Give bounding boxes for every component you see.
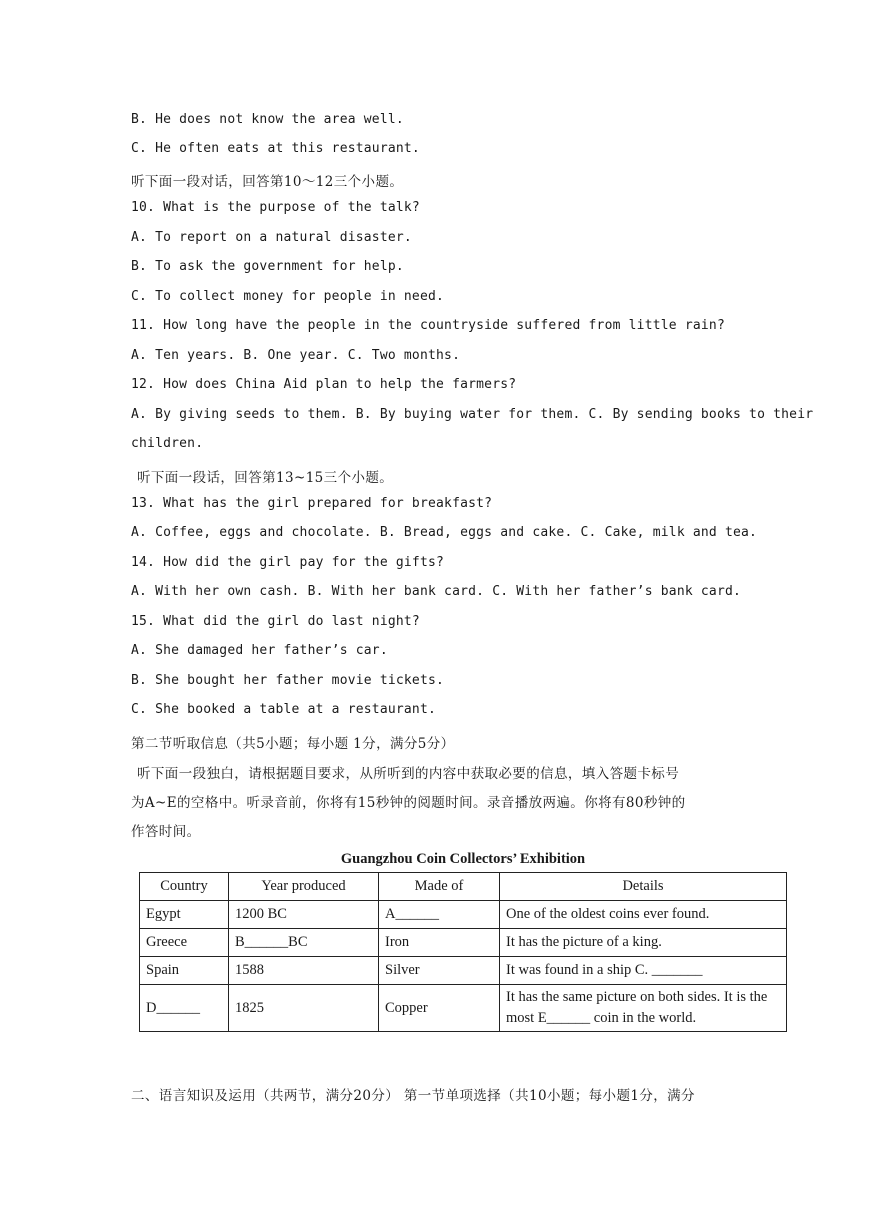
info-table [139, 872, 787, 1032]
options-13: A. Coffee, eggs and chocolate. B. Bread, eggs and cake. C. Cake, milk and tea. [131, 525, 758, 540]
section-2-instruction-3: 作答时间。 [131, 824, 201, 840]
table-row [140, 929, 787, 957]
cell-material: A______ [379, 901, 500, 929]
options-12: A. By giving seeds to them. B. By buying water for them. C. By sending books to their [131, 407, 814, 422]
cell-material: Iron [379, 929, 500, 957]
option-15c: C. She booked a table at a restaurant. [131, 702, 437, 717]
cell-country: Spain [140, 957, 229, 985]
cell-details: It has the picture of a king. [500, 929, 787, 957]
header-material: Made of [379, 873, 500, 901]
cell-year: 1825 [229, 985, 379, 1032]
options-14: A. With her own cash. B. With her bank card. C. With her father’s bank card. [131, 584, 742, 599]
table-row [140, 985, 787, 1032]
table-row [140, 901, 787, 929]
option-15a: A. She damaged her father’s car. [131, 643, 388, 658]
table-row [140, 957, 787, 985]
question-11: 11. How long have the people in the countryside suffered from little rain? [131, 318, 725, 333]
question-15: 15. What did the girl do last night? [131, 614, 420, 629]
section-instruction-13-15: 听下面一段话，回答第13~15三个小题。 [137, 470, 394, 486]
table-header-row [140, 873, 787, 901]
table-title: Guangzhou Coin Collectors’ Exhibition [340, 851, 586, 867]
cell-country: Egypt [140, 901, 229, 929]
question-14: 14. How did the girl pay for the gifts? [131, 555, 445, 570]
cell-details: It has the same picture on both sides. It is the most E______ coin in the world. [500, 985, 787, 1032]
cell-details: One of the oldest coins ever found. [500, 901, 787, 929]
section-2-instruction-2: 为A~E的空格中。听录音前，你将有15秒钟的阅题时间。录音播放两遍。你将有80秒钟的 [131, 795, 686, 811]
option-10c: C. To collect money for people in need. [131, 289, 445, 304]
cell-details: It was found in a ship C. _______ [500, 957, 787, 985]
cell-material: Silver [379, 957, 500, 985]
header-details: Details [500, 873, 787, 901]
cell-year: 1200 BC [229, 901, 379, 929]
header-year: Year produced [229, 873, 379, 901]
cell-material: Copper [379, 985, 500, 1032]
section-2-heading: 第二节听取信息（共5小题；每小题 1分，满分5分） [131, 736, 455, 752]
options-12-cont: children. [131, 436, 204, 451]
cell-year: 1588 [229, 957, 379, 985]
section-2-instruction-1: 听下面一段独白，请根据题目要求，从所听到的内容中获取必要的信息，填入答题卡标号 [137, 766, 680, 782]
option-10b: B. To ask the government for help. [131, 259, 404, 274]
part-2-heading: 二、语言知识及运用（共两节，满分20分） 第一节单项选择（共10小题；每小题1分，满分 [131, 1088, 695, 1104]
option-9b: B. He does not know the area well. [131, 112, 404, 127]
option-9c: C. He often eats at this restaurant. [131, 141, 420, 156]
cell-year: B______BC [229, 929, 379, 957]
question-12: 12. How does China Aid plan to help the farmers? [131, 377, 517, 392]
option-15b: B. She bought her father movie tickets. [131, 673, 445, 688]
options-11: A. Ten years. B. One year. C. Two months. [131, 348, 461, 363]
cell-country: D______ [140, 985, 229, 1032]
header-country: Country [140, 873, 229, 901]
section-instruction-10-12: 听下面一段对话，回答第10～12三个小题。 [131, 174, 404, 190]
option-10a: A. To report on a natural disaster. [131, 230, 412, 245]
cell-country: Greece [140, 929, 229, 957]
question-13: 13. What has the girl prepared for breakfast? [131, 496, 493, 511]
question-10: 10. What is the purpose of the talk? [131, 200, 420, 215]
